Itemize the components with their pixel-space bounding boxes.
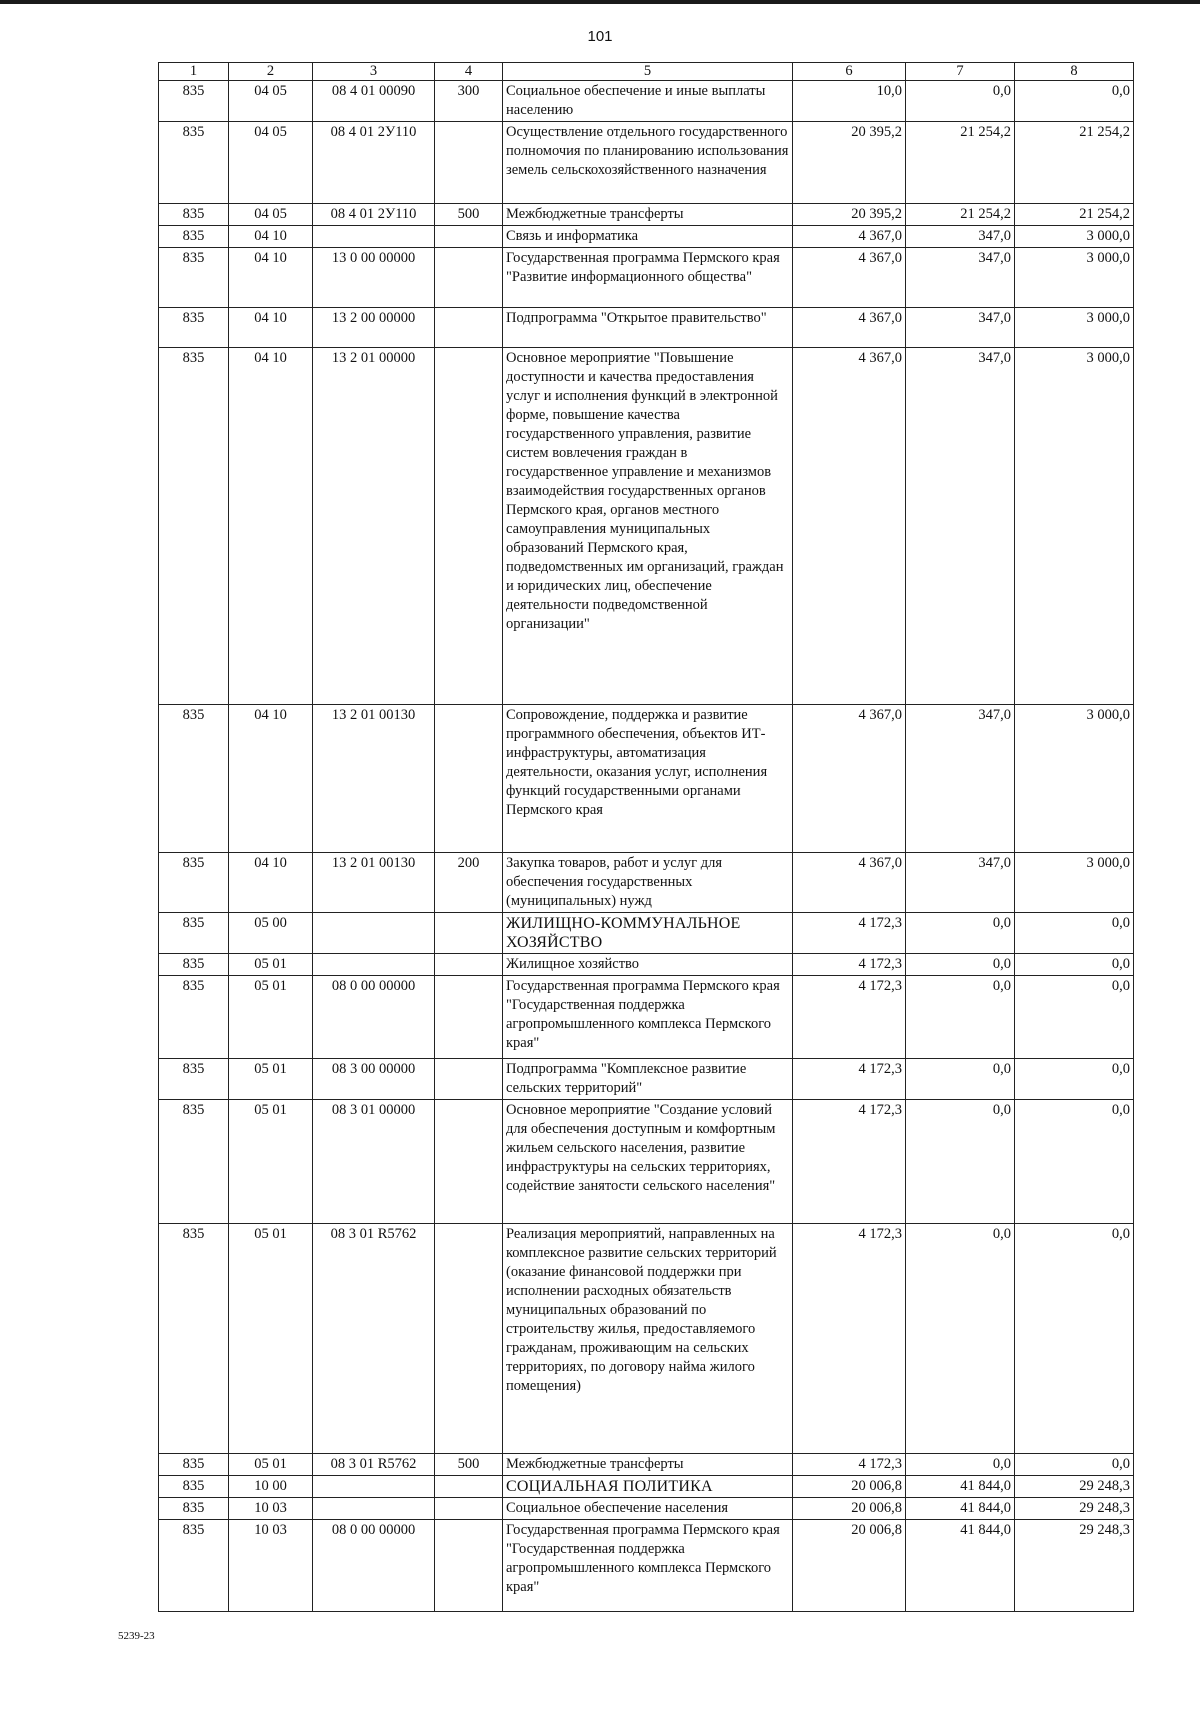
cell-c6: 4 172,3 [793, 976, 906, 1059]
cell-c1: 835 [159, 348, 229, 705]
cell-c8: 0,0 [1015, 1100, 1134, 1224]
cell-c6: 4 367,0 [793, 248, 906, 308]
cell-c6: 4 172,3 [793, 1224, 906, 1454]
cell-c3: 08 0 00 00000 [313, 1520, 435, 1612]
document-code: 5239-23 [118, 1630, 155, 1642]
cell-c8: 0,0 [1015, 1454, 1134, 1476]
cell-c2: 04 05 [229, 122, 313, 204]
cell-c4 [435, 1100, 503, 1224]
table-row [159, 122, 1134, 204]
cell-c3 [313, 913, 435, 954]
cell-c2: 04 10 [229, 705, 313, 853]
cell-c7: 41 844,0 [906, 1476, 1015, 1498]
cell-c2: 04 10 [229, 226, 313, 248]
cell-c1: 835 [159, 204, 229, 226]
cell-c5: Осуществление отдельного государственного полномочия по планированию использования земель сельскохозяйственного назначения [503, 122, 793, 204]
cell-c3: 13 0 00 00000 [313, 248, 435, 308]
cell-c3: 08 3 01 R5762 [313, 1224, 435, 1454]
cell-c1: 835 [159, 1498, 229, 1520]
header-row [159, 63, 1134, 81]
cell-c7: 0,0 [906, 1454, 1015, 1476]
table-row [159, 1224, 1134, 1454]
cell-c6: 4 367,0 [793, 348, 906, 705]
cell-c2: 05 01 [229, 1059, 313, 1100]
cell-c2: 10 00 [229, 1476, 313, 1498]
cell-c6: 4 367,0 [793, 705, 906, 853]
table-row [159, 976, 1134, 1059]
cell-c7: 347,0 [906, 308, 1015, 348]
cell-c5: Социальное обеспечение населения [503, 1498, 793, 1520]
cell-c7: 347,0 [906, 226, 1015, 248]
cell-c6: 10,0 [793, 81, 906, 122]
cell-c8: 0,0 [1015, 954, 1134, 976]
cell-c4 [435, 1476, 503, 1498]
table-body [159, 81, 1134, 1612]
cell-c8: 29 248,3 [1015, 1520, 1134, 1612]
cell-c6: 20 006,8 [793, 1520, 906, 1612]
cell-c7: 0,0 [906, 913, 1015, 954]
header-col-4: 4 [435, 63, 503, 81]
cell-c5: Социальное обеспечение и иные выплаты населению [503, 81, 793, 122]
cell-c1: 835 [159, 853, 229, 913]
cell-c2: 05 01 [229, 976, 313, 1059]
cell-c3 [313, 1498, 435, 1520]
cell-c6: 4 367,0 [793, 308, 906, 348]
cell-c7: 0,0 [906, 1100, 1015, 1224]
table-row [159, 348, 1134, 705]
cell-c5: Межбюджетные трансферты [503, 1454, 793, 1476]
table-row [159, 248, 1134, 308]
cell-c5: Государственная программа Пермского края "Развитие информационного общества" [503, 248, 793, 308]
cell-c7: 41 844,0 [906, 1520, 1015, 1612]
cell-c3: 13 2 00 00000 [313, 308, 435, 348]
cell-c1: 835 [159, 705, 229, 853]
cell-c2: 04 10 [229, 308, 313, 348]
cell-c8: 0,0 [1015, 1224, 1134, 1454]
header-col-7: 7 [906, 63, 1015, 81]
table-row [159, 1476, 1134, 1498]
cell-c2: 05 01 [229, 1454, 313, 1476]
cell-c8: 0,0 [1015, 1059, 1134, 1100]
cell-c8: 29 248,3 [1015, 1498, 1134, 1520]
cell-c1: 835 [159, 954, 229, 976]
cell-c3: 08 0 00 00000 [313, 976, 435, 1059]
header-col-1: 1 [159, 63, 229, 81]
cell-c7: 21 254,2 [906, 204, 1015, 226]
cell-c7: 41 844,0 [906, 1498, 1015, 1520]
cell-c4 [435, 954, 503, 976]
table-row [159, 308, 1134, 348]
cell-c1: 835 [159, 226, 229, 248]
table-row [159, 1059, 1134, 1100]
cell-c3: 08 3 00 00000 [313, 1059, 435, 1100]
cell-c7: 0,0 [906, 1224, 1015, 1454]
cell-c4: 500 [435, 1454, 503, 1476]
cell-c2: 10 03 [229, 1498, 313, 1520]
cell-c3: 08 4 01 2У110 [313, 122, 435, 204]
cell-c2: 04 05 [229, 204, 313, 226]
scan-top-border [0, 0, 1200, 4]
cell-c2: 04 10 [229, 248, 313, 308]
cell-c4: 300 [435, 81, 503, 122]
table-row [159, 913, 1134, 954]
table-row [159, 204, 1134, 226]
cell-c8: 3 000,0 [1015, 248, 1134, 308]
cell-c4: 500 [435, 204, 503, 226]
cell-c5: Реализация мероприятий, направленных на комплексное развитие сельских территорий (оказание финансовой поддержки при исполнении расходных обязательств муниципальных образований по строительству жилья, предоставляемого гражданам, проживающим на сельских территориях, по договору найма жилого помещения) [503, 1224, 793, 1454]
cell-c4 [435, 226, 503, 248]
cell-c1: 835 [159, 913, 229, 954]
cell-c5: Основное мероприятие "Повышение доступности и качества предоставления услуг и исполнения функций в электронной форме, повышение качества государственного управления, развитие систем вовлечения граждан в государственное управление и механизмов взаимодействия государственных органов Пермского края, органов местного самоуправления муниципальных образований Пермского края, подведомственных им организаций, граждан и юридических лиц, обеспечение деятельности подведомственной организации" [503, 348, 793, 705]
cell-c5: Подпрограмма "Комплексное развитие сельских территорий" [503, 1059, 793, 1100]
cell-c7: 0,0 [906, 954, 1015, 976]
cell-c4 [435, 248, 503, 308]
cell-c1: 835 [159, 1059, 229, 1100]
cell-c7: 347,0 [906, 853, 1015, 913]
cell-c4: 200 [435, 853, 503, 913]
cell-c4 [435, 976, 503, 1059]
cell-c2: 05 01 [229, 1224, 313, 1454]
cell-c8: 3 000,0 [1015, 348, 1134, 705]
cell-c1: 835 [159, 81, 229, 122]
table-row [159, 1100, 1134, 1224]
cell-c4 [435, 1059, 503, 1100]
table-row [159, 853, 1134, 913]
cell-c6: 20 395,2 [793, 204, 906, 226]
cell-c4 [435, 348, 503, 705]
cell-c8: 21 254,2 [1015, 204, 1134, 226]
page-number: 101 [587, 28, 613, 45]
table-row [159, 81, 1134, 122]
cell-c3: 08 4 01 2У110 [313, 204, 435, 226]
cell-c4 [435, 1520, 503, 1612]
cell-c6: 4 172,3 [793, 1454, 906, 1476]
cell-c3: 08 3 01 00000 [313, 1100, 435, 1224]
cell-c6: 4 172,3 [793, 1059, 906, 1100]
cell-c4 [435, 1224, 503, 1454]
cell-c2: 10 03 [229, 1520, 313, 1612]
cell-c8: 3 000,0 [1015, 705, 1134, 853]
budget-table [158, 62, 1134, 1612]
cell-c1: 835 [159, 248, 229, 308]
cell-c5: Государственная программа Пермского края "Государственная поддержка агропромышленного комплекса Пермского края" [503, 1520, 793, 1612]
header-col-2: 2 [229, 63, 313, 81]
header-col-6: 6 [793, 63, 906, 81]
cell-c7: 0,0 [906, 81, 1015, 122]
cell-c8: 0,0 [1015, 913, 1134, 954]
cell-c8: 3 000,0 [1015, 308, 1134, 348]
cell-c1: 835 [159, 1476, 229, 1498]
cell-c1: 835 [159, 122, 229, 204]
cell-c3: 13 2 01 00000 [313, 348, 435, 705]
cell-c7: 0,0 [906, 1059, 1015, 1100]
cell-c5: СОЦИАЛЬНАЯ ПОЛИТИКА [503, 1476, 793, 1498]
cell-c2: 04 10 [229, 853, 313, 913]
table-row [159, 705, 1134, 853]
cell-c5: Связь и информатика [503, 226, 793, 248]
cell-c7: 347,0 [906, 248, 1015, 308]
header-col-3: 3 [313, 63, 435, 81]
cell-c6: 4 367,0 [793, 853, 906, 913]
cell-c5: Жилищное хозяйство [503, 954, 793, 976]
cell-c3: 13 2 01 00130 [313, 705, 435, 853]
cell-c1: 835 [159, 308, 229, 348]
cell-c7: 347,0 [906, 705, 1015, 853]
cell-c3: 13 2 01 00130 [313, 853, 435, 913]
cell-c5: Межбюджетные трансферты [503, 204, 793, 226]
cell-c2: 05 01 [229, 1100, 313, 1224]
cell-c4 [435, 705, 503, 853]
cell-c6: 4 172,3 [793, 913, 906, 954]
cell-c3 [313, 954, 435, 976]
header-col-5: 5 [503, 63, 793, 81]
cell-c8: 3 000,0 [1015, 226, 1134, 248]
header-col-8: 8 [1015, 63, 1134, 81]
cell-c1: 835 [159, 976, 229, 1059]
cell-c8: 3 000,0 [1015, 853, 1134, 913]
cell-c1: 835 [159, 1224, 229, 1454]
cell-c2: 04 10 [229, 348, 313, 705]
cell-c4 [435, 122, 503, 204]
cell-c5: ЖИЛИЩНО-КОММУНАЛЬНОЕ ХОЗЯЙСТВО [503, 913, 793, 954]
table-row [159, 1498, 1134, 1520]
table-row [159, 954, 1134, 976]
cell-c3: 08 4 01 00090 [313, 81, 435, 122]
cell-c6: 4 367,0 [793, 226, 906, 248]
cell-c5: Подпрограмма "Открытое правительство" [503, 308, 793, 348]
cell-c2: 05 01 [229, 954, 313, 976]
cell-c3 [313, 1476, 435, 1498]
cell-c8: 0,0 [1015, 81, 1134, 122]
cell-c1: 835 [159, 1520, 229, 1612]
cell-c8: 0,0 [1015, 976, 1134, 1059]
cell-c6: 4 172,3 [793, 1100, 906, 1224]
table-row [159, 1454, 1134, 1476]
cell-c6: 20 006,8 [793, 1498, 906, 1520]
cell-c3 [313, 226, 435, 248]
cell-c4 [435, 308, 503, 348]
cell-c5: Закупка товаров, работ и услуг для обеспечения государственных (муниципальных) нужд [503, 853, 793, 913]
cell-c5: Основное мероприятие "Создание условий для обеспечения доступным и комфортным жильем сельского населения, развитие инфраструктуры на сельских территориях, содействие занятости сельского населения" [503, 1100, 793, 1224]
cell-c7: 21 254,2 [906, 122, 1015, 204]
cell-c3: 08 3 01 R5762 [313, 1454, 435, 1476]
cell-c7: 0,0 [906, 976, 1015, 1059]
cell-c8: 29 248,3 [1015, 1476, 1134, 1498]
cell-c5: Сопровождение, поддержка и развитие программного обеспечения, объектов ИТ-инфраструктуры, автоматизация деятельности, оказания услуг, исполнения функций государственными органами Пермского края [503, 705, 793, 853]
cell-c4 [435, 1498, 503, 1520]
cell-c7: 347,0 [906, 348, 1015, 705]
cell-c8: 21 254,2 [1015, 122, 1134, 204]
table-row [159, 226, 1134, 248]
cell-c1: 835 [159, 1454, 229, 1476]
cell-c2: 04 05 [229, 81, 313, 122]
table-row [159, 1520, 1134, 1612]
cell-c6: 4 172,3 [793, 954, 906, 976]
cell-c2: 05 00 [229, 913, 313, 954]
cell-c6: 20 395,2 [793, 122, 906, 204]
cell-c1: 835 [159, 1100, 229, 1224]
cell-c4 [435, 913, 503, 954]
cell-c5: Государственная программа Пермского края "Государственная поддержка агропромышленного комплекса Пермского края" [503, 976, 793, 1059]
cell-c6: 20 006,8 [793, 1476, 906, 1498]
